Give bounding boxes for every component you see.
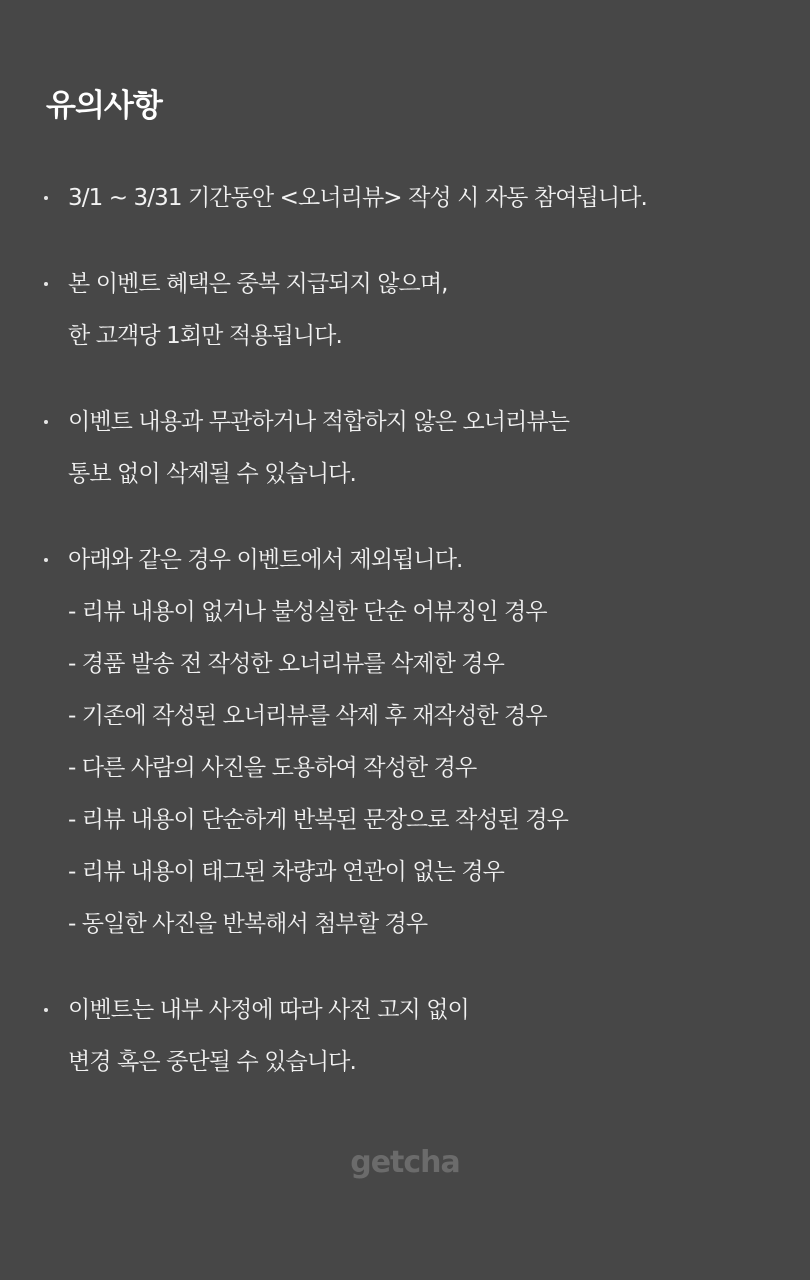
- getcha-logo: getcha: [350, 1145, 460, 1180]
- notice-list: [0, 172, 810, 1122]
- page-title: 유의사항: [46, 88, 162, 124]
- notice-item: [0, 534, 810, 950]
- notice-line: 본 이벤트 혜택은 중복 지급되지 않으며,: [68, 271, 448, 297]
- notice-line: 아래와 같은 경우 이벤트에서 제외됩니다.: [68, 547, 463, 573]
- notice-line: 통보 없이 삭제될 수 있습니다.: [68, 461, 356, 487]
- exclusion-line: - 리뷰 내용이 없거나 불성실한 단순 어뷰징인 경우: [68, 599, 547, 625]
- notice-item: [0, 172, 810, 224]
- bullet-icon: [44, 196, 48, 200]
- bullet-icon: [44, 282, 48, 286]
- exclusion-line: - 다른 사람의 사진을 도용하여 작성한 경우: [68, 755, 477, 781]
- notice-item: [0, 984, 810, 1088]
- bullet-icon: [44, 420, 48, 424]
- notice-line: 이벤트 내용과 무관하거나 적합하지 않은 오너리뷰는: [68, 409, 570, 435]
- bullet-icon: [44, 558, 48, 562]
- bullet-icon: [44, 1008, 48, 1012]
- notice-line: 이벤트는 내부 사정에 따라 사전 고지 없이: [68, 997, 469, 1023]
- notice-item: [0, 258, 810, 362]
- exclusion-line: - 리뷰 내용이 단순하게 반복된 문장으로 작성된 경우: [68, 807, 568, 833]
- notice-item: [0, 396, 810, 500]
- exclusion-line: - 동일한 사진을 반복해서 첨부할 경우: [68, 911, 428, 937]
- notice-line: 3/1 ~ 3/31 기간동안 <오너리뷰> 작성 시 자동 참여됩니다.: [68, 185, 647, 211]
- notice-line: 한 고객당 1회만 적용됩니다.: [68, 323, 342, 349]
- exclusion-line: - 경품 발송 전 작성한 오너리뷰를 삭제한 경우: [68, 651, 505, 677]
- notice-line: 변경 혹은 중단될 수 있습니다.: [68, 1049, 356, 1075]
- exclusion-line: - 기존에 작성된 오너리뷰를 삭제 후 재작성한 경우: [68, 703, 547, 729]
- exclusion-line: - 리뷰 내용이 태그된 차량과 연관이 없는 경우: [68, 859, 505, 885]
